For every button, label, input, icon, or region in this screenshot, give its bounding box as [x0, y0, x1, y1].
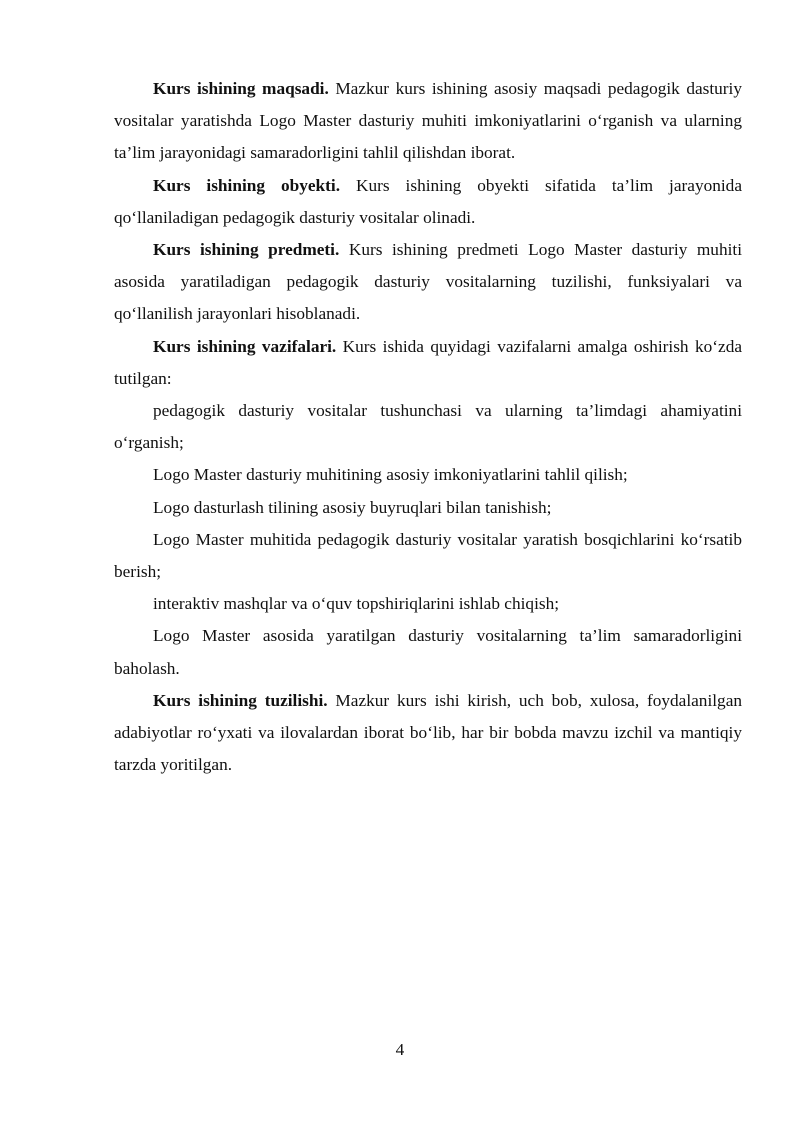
paragraph-lead: Kurs ishining obyekti.	[153, 175, 341, 195]
task-item	[114, 588, 742, 620]
paragraph-text: Kurs ishining obyekti sifatida ta’lim jarayonida qo‘llaniladigan pedagogik dasturiy vositalar olinadi.	[114, 175, 742, 227]
paragraph-lead: Kurs ishining vazifalari.	[153, 336, 337, 356]
paragraph-text: Kurs ishining predmeti Logo Master dasturiy muhiti asosida yaratiladigan pedagogik dasturiy vositalarning tuzilishi, funksiyalari va qo‘llanilish jarayonlari hisoblanadi.	[114, 240, 742, 324]
task-item	[114, 395, 742, 459]
task-item	[114, 459, 742, 491]
paragraph-object	[114, 170, 742, 234]
task-item	[114, 620, 742, 684]
paragraph-text: Kurs ishida quyidagi vazifalarni amalga oshirish ko‘zda tutilgan:	[114, 336, 743, 388]
paragraph-text: Logo dasturlash tilining asosiy buyruqlari bilan tanishish;	[153, 497, 552, 517]
paragraph-tasks	[114, 331, 742, 395]
paragraph-goal	[114, 73, 742, 170]
paragraph-text: Mazkur kurs ishining asosiy maqsadi pedagogik dasturiy vositalar yaratishda Logo Master dasturiy muhiti imkoniyatlarini o‘rganish va ularning ta’lim jarayonidagi samaradorligini tahlil qilishdan iborat.	[114, 79, 742, 163]
paragraph-lead: Kurs ishining maqsadi.	[153, 79, 329, 98]
paragraph-lead: Kurs ishining tuzilishi.	[153, 690, 328, 710]
paragraph-subject	[114, 234, 742, 331]
paragraph-lead: Kurs ishining predmeti.	[153, 240, 340, 260]
task-item	[114, 492, 742, 524]
paragraph-structure	[114, 685, 742, 782]
task-item	[114, 524, 742, 588]
paragraph-text: Mazkur kurs ishi kirish, uch bob, xulosa, foydalanilgan adabiyotlar ro‘yxati va ilovalardan iborat bo‘lib, har bir bobda mavzu izchil va mantiqiy tarzda yoritilgan.	[114, 690, 742, 775]
paragraph-text: Logo Master dasturiy muhitining asosiy imkoniyatlarini tahlil qilish;	[153, 465, 628, 485]
paragraph-text: pedagogik dasturiy vositalar tushunchasi va ularning ta’limdagi ahamiyatini o‘rganish;	[114, 401, 742, 453]
paragraph-text: Logo Master asosida yaratilgan dasturiy vositalarning ta’lim samaradorligini baholash.	[114, 626, 742, 678]
paragraph-text: Logo Master muhitida pedagogik dasturiy vositalar yaratish bosqichlarini ko‘rsatib berish;	[114, 529, 742, 582]
page-number: 4	[395, 1040, 405, 1059]
paragraph-text: interaktiv mashqlar va o‘quv topshiriqlarini ishlab chiqish;	[153, 594, 560, 614]
document-page	[114, 73, 742, 781]
